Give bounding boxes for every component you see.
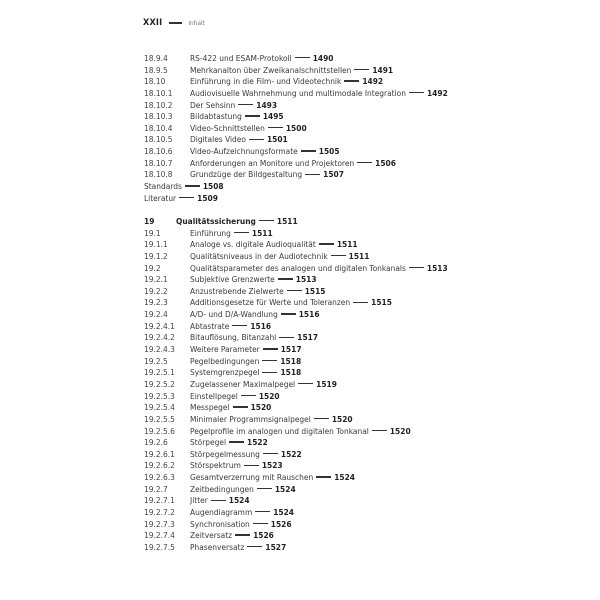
toc-entry-page: 1505 [318,146,340,157]
toc-entry-title: Qualitätsniveaus in der Audiotechnik [190,250,328,261]
toc-entry-page: 1524 [274,483,296,494]
leader-dash [257,488,272,489]
toc-entry-title: Digitales Video [190,134,246,145]
toc-entry [144,239,448,251]
leader-dash [372,430,387,431]
leader-dash [263,453,278,454]
leader-dash [211,500,226,501]
toc-entry [144,111,448,123]
toc-entry [144,158,448,170]
toc-entry [144,472,448,484]
toc-entry-page: 1501 [266,134,288,145]
leader-dash [179,197,194,198]
toc-entry [144,193,448,205]
leader-dash [298,383,313,384]
toc-entry-title: Video-Schnittstellen [190,122,265,133]
leader-dash [281,313,296,314]
toc-entry [144,321,448,333]
toc-entry-number: 19.1.2 [144,250,168,261]
leader-dash [353,302,368,303]
toc-entry-title: Weitere Parameter [190,344,260,355]
toc-entry [144,507,448,519]
toc-entry-title: Anforderungen an Monitore und Projektoren [190,157,355,168]
toc-entry-title: Abtastrate [190,320,230,331]
toc-entry [144,274,448,286]
toc-entry-page: 1507 [323,169,344,180]
toc-entry-page: 1515 [371,297,392,308]
toc-entry [144,181,448,193]
toc-entry [144,356,448,368]
toc-entry-title: Video-Aufzeichnungsformate [190,146,298,157]
leader-dash [305,174,320,175]
leader-dash [245,115,260,116]
toc-entry-title: Störspektrum [190,460,241,471]
toc-entry-number: 19.2.6 [144,437,168,448]
toc-entry-page: 1513 [426,262,448,273]
toc-entry [144,437,448,449]
leader-dash [259,220,274,221]
toc-entry-number: 18.10 [144,76,166,87]
toc-entry-number: 19.2.6.1 [144,448,175,459]
toc-entry-number: 19.2.7.4 [144,530,175,541]
toc-entry-page: 1522 [247,437,268,448]
toc-entry-page: 1509 [197,192,218,203]
toc-entry-page: 1517 [297,332,319,343]
toc-chapter-19 [144,216,448,554]
leader-dash [233,406,248,407]
toc-entry [144,309,448,321]
toc-entry [144,484,448,496]
leader-dash [235,534,250,535]
toc-entry-number: 18.10.5 [144,134,173,145]
toc-entry-title: Messpegel [190,402,230,413]
toc-entry-page: 1490 [312,53,334,63]
toc-entry-title: Störpegel [190,437,227,448]
toc-entry-number: 18.10.8 [144,169,173,180]
toc-entry-title: Phasenversatz [190,541,245,552]
toc-entry [144,146,448,158]
toc-entry-title: Minimaler Programmsignalpegel [190,413,311,424]
toc-entry-page: 1508 [202,181,224,192]
toc-entry-page: 1524 [334,472,355,483]
toc-entry [144,100,448,112]
toc-entry [144,495,448,507]
toc-entry-number: 19.2.4.3 [144,344,175,355]
toc-entry-title: Analoge vs. digitale Audioqualität [190,239,316,250]
running-title: Inhalt [188,19,205,27]
toc-entry-number: 19.2.6.2 [144,460,175,471]
toc-entry-title: Zugelassener Maximalpegel [190,378,296,389]
toc-entry [144,426,448,438]
leader-dash [301,150,316,151]
toc-entry-title: Bildabtastung [190,111,242,122]
toc-entry-number: 19.2.5.2 [144,378,175,389]
toc-entry [144,76,448,88]
toc-entry-title: Jitter [190,495,208,506]
toc-entry-page: 1493 [256,99,278,110]
toc-entry-page: 1511 [251,227,273,238]
toc-entry [144,379,448,391]
toc-entry-title: Audiovisuelle Wahrnehmung und multimodale Integration [190,87,406,98]
leader-dash [278,278,293,279]
toc-entry-title: Standards [144,181,182,192]
toc-entry [144,402,448,414]
toc-entry-title: Zeitversatz [190,530,233,541]
toc-entry-page: 1524 [273,507,294,518]
leader-dash [241,395,256,396]
toc-entry-page: 1492 [426,87,448,98]
leader-dash [268,127,283,128]
toc-entry-title: Mehrkanalton über Zweikanalschnittstellen [190,64,352,75]
leader-dash [409,92,424,93]
toc-entry-page: 1520 [258,390,280,401]
toc-entry-number: 19.2.3 [144,297,168,308]
toc-entry-title: Zeitbedingungen [190,483,254,494]
leader-dash [319,243,334,244]
toc-entry-number: 19.2.6.3 [144,472,175,483]
toc-entry-page: 1520 [331,413,353,424]
toc-section-18-continued [144,53,448,204]
toc-entry-page: 1523 [261,460,283,471]
leader-dash [185,185,200,186]
toc-entry-title: Qualitätssicherung [176,216,256,226]
toc-entry-number: 19.2.5 [144,355,168,366]
toc-entry-number: 18.10.3 [144,111,173,122]
toc-entry-number: 19.2.7 [144,483,168,494]
toc-entry-number: 19.2.4.2 [144,332,175,343]
leader-dash [357,162,372,163]
toc-entry-page: 1526 [253,530,274,541]
toc-entry-page: 1516 [250,320,272,331]
toc-entry [144,344,448,356]
toc-entry [144,297,448,309]
toc-entry-title: Additionsgesetze für Werte und Toleranzen [190,297,351,308]
toc-entry-number: 18.9.5 [144,64,168,75]
toc-entry [144,228,448,240]
toc-entry-number: 19.2.2 [144,285,168,296]
toc-entry [144,88,448,100]
toc-entry-page: 1524 [228,495,250,506]
toc-entry-page: 1520 [389,425,411,436]
toc-entry-number: 19.2.4.1 [144,320,175,331]
toc-entry-page: 1517 [280,344,302,355]
toc-entry [144,391,448,403]
toc-entry [144,65,448,77]
toc-entry-page: 1515 [304,285,326,296]
leader-dash [331,255,346,256]
toc-entry-page: 1513 [295,274,317,285]
toc-entry [144,123,448,135]
toc-entry-number: 18.10.6 [144,146,173,157]
toc-entry-number: 19.2.5.3 [144,390,175,401]
toc-entry-number: 19.1.1 [144,239,168,250]
leader-dash [279,337,294,338]
toc-entry-title: Subjektive Grenzwerte [190,274,275,285]
leader-dash [229,441,244,442]
leader-dash [234,232,249,233]
toc-entry-title: Anzustrebende Zielwerte [190,285,284,296]
toc-entry-number: 19.2.1 [144,274,168,285]
toc-entry [144,263,448,275]
leader-dash [262,360,277,361]
toc-entry-number: 19.2.7.3 [144,518,175,529]
toc-entry [144,134,448,146]
toc-entry-page: 1516 [298,309,320,320]
toc-entry-title: Störpegelmessung [190,448,260,459]
toc-entry-title: Grundzüge der Bildgestaltung [190,169,303,180]
leader-dash [314,418,329,419]
toc-entry [144,460,448,472]
leader-dash [253,523,268,524]
toc-entry [144,286,448,298]
toc-entry-page: 1500 [285,122,307,133]
toc-entry-number: 19.2.7.5 [144,541,175,552]
toc-entry-page: 1518 [280,367,302,378]
toc-entry-title: Einführung in die Film- und Videotechnik [190,76,342,87]
toc-entry-page: 1511 [348,250,370,261]
toc-entry-title: Gesamtverzerrung mit Rauschen [190,472,314,483]
toc-entry-number: 19 [144,216,155,226]
toc-entry [144,530,448,542]
toc-entry-number: 19.2.7.2 [144,507,175,518]
toc-entry [144,53,448,65]
toc-entry-page: 1506 [375,157,396,168]
toc-entry-number: 19.2.5.4 [144,402,175,413]
toc-entry-title: Synchronisation [190,518,250,529]
toc-entry-title: Einführung [190,227,231,238]
toc-entry-number: 19.2.7.1 [144,495,175,506]
leader-dash [262,372,277,373]
toc-entry-page: 1527 [265,541,287,552]
toc-entry-number: 18.10.1 [144,87,173,98]
toc-entry-number: 18.10.2 [144,99,173,110]
toc-entry-title: A/D- und D/A-Wandlung [190,309,278,320]
toc-entry-title: Qualitätsparameter des analogen und digitalen Tonkanals [190,262,406,273]
leader-dash [238,104,253,105]
toc-entry-page: 1522 [280,448,302,459]
toc-entry-number: 19.1 [144,227,161,238]
toc-entry-number: 18.10.7 [144,157,173,168]
toc-entry-page: 1519 [316,378,337,389]
toc-entry-title: Bitauflösung, Bitanzahl [190,332,277,343]
leader-dash [409,267,424,268]
toc-entry-number: 18.10.4 [144,122,173,133]
toc-entry-page: 1511 [336,239,358,250]
toc-entry-title: Der Sehsinn [190,99,236,110]
toc-entry-page: 1526 [270,518,292,529]
toc-entry [144,414,448,426]
toc-entry-number: 19.2 [144,262,161,273]
toc-entry-page: 1492 [362,76,384,87]
toc-entry-title: Systemgrenzpegel [190,367,260,378]
leader-dash [295,57,310,58]
toc-entry [144,251,448,263]
leader-dash [255,511,270,512]
toc-entry-title: Augendiagramm [190,507,253,518]
running-header [143,18,205,28]
toc-entry [144,169,448,181]
toc-entry-page: 1511 [276,216,298,226]
leader-dash [344,80,359,81]
leader-dash [263,348,278,349]
toc-entry-number: 19.2.4 [144,309,168,320]
leader-dash [287,290,302,291]
leader-dash [354,69,369,70]
toc-entry [144,449,448,461]
toc-entry-page: 1491 [372,64,394,75]
leader-dash [232,325,247,326]
toc-entry [144,519,448,531]
toc-entry-title: Einstellpegel [190,390,238,401]
toc-entry-title: Pegelbedingungen [190,355,260,366]
leader-dash [249,139,264,140]
leader-dash [316,476,331,477]
page-number: XXII [143,18,163,28]
toc-entry [144,367,448,379]
toc-entry-title: RS-422 und ESAM-Protokoll [190,53,292,63]
toc-entry-page: 1520 [250,402,272,413]
toc-entry-title: Literatur [144,192,177,203]
toc-entry-page: 1518 [280,355,302,366]
leader-dash [247,546,262,547]
header-dash [169,22,182,23]
toc-chapter-entry [144,216,448,228]
leader-dash [244,465,259,466]
toc-entry [144,332,448,344]
toc-entry-number: 19.2.5.5 [144,413,175,424]
toc-entry-title: Pegelprofile im analogen und digitalen Tonkanal [190,425,369,436]
toc-entry-number: 18.9.4 [144,53,168,63]
toc-entry-number: 19.2.5.1 [144,367,175,378]
toc-entry-page: 1495 [262,111,284,122]
toc-entry-number: 19.2.5.6 [144,425,175,436]
toc-entry [144,542,448,554]
